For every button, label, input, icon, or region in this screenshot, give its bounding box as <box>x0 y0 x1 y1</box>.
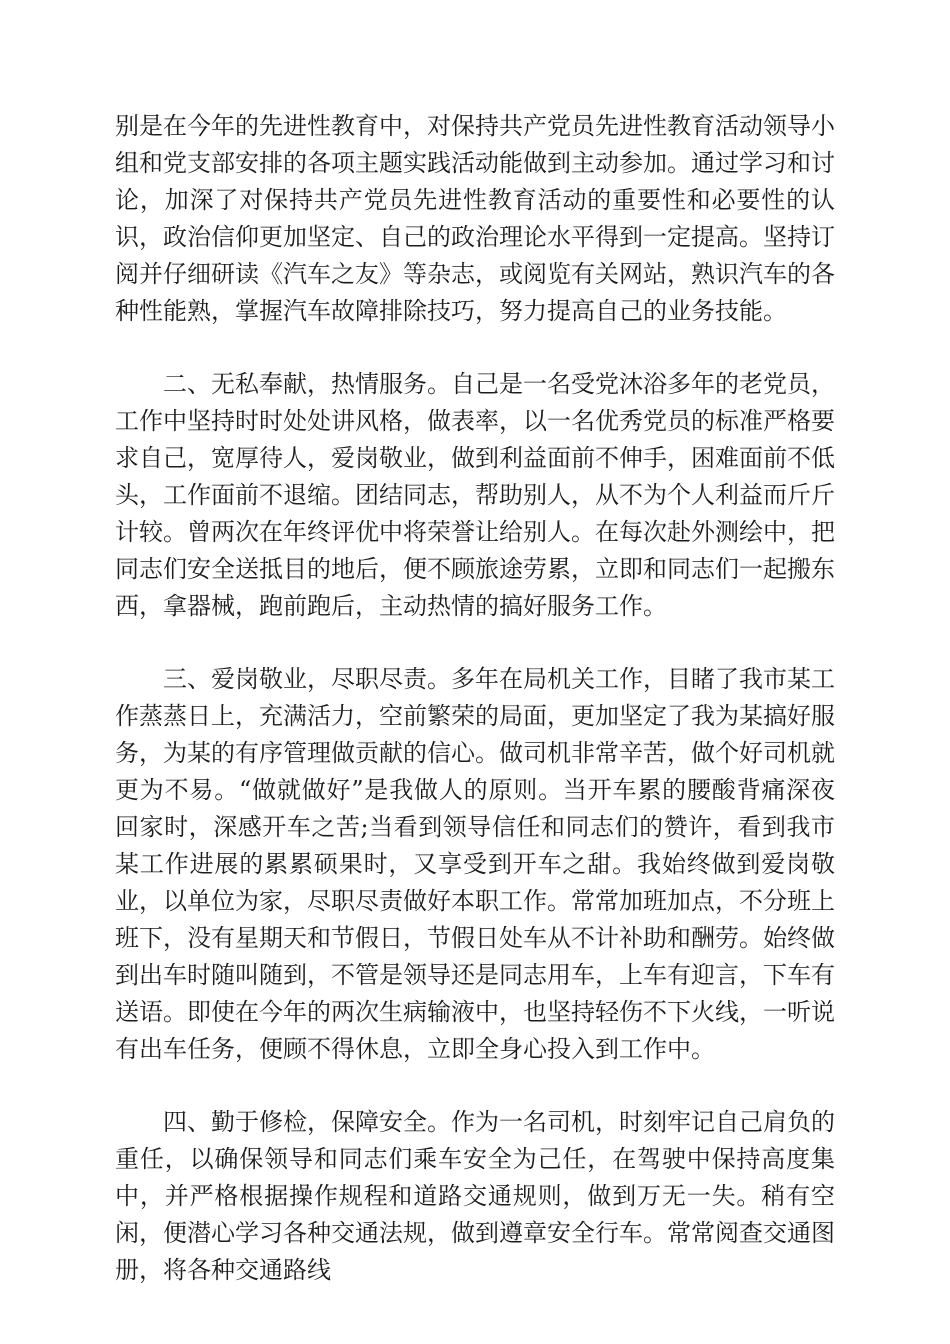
paragraph-continuation: 别是在今年的先进性教育中，对保持共产党员先进性教育活动领导小组和党支部安排的各项主题实践活动能做到主动参加。通过学习和讨论，加深了对保持共产党员先进性教育活动的重要性和必要性的认识，政治信仰更加坚定、自己的政治理论水平得到一定提高。坚持订阅并仔细研读《汽车之友》等杂志，或阅览有关网站，熟识汽车的各种性能熟，掌握汽车故障排除技巧，努力提高自己的业务技能。 <box>115 112 835 325</box>
paragraph-safety: 四、勤于修检，保障安全。作为一名司机，时刻牢记自己肩负的重任，以确保领导和同志们乘车安全为己任，在驾驶中保持高度集中，并严格根据操作规程和道路交通规则，做到万无一失。稍有空闲，便潜心学习各种交通法规，做到遵章安全行车。常常阅查交通图册，将各种交通路线 <box>115 1108 835 1284</box>
document-page <box>115 108 835 1289</box>
paragraph-selfless-service: 二、无私奉献，热情服务。自己是一名受党沐浴多年的老党员，工作中坚持时时处处讲风格，做表率，以一名优秀党员的标准严格要求自己，宽厚待人，爱岗敬业，做到利益面前不伸手，困难面前不低头，工作面前不退缩。团结同志，帮助别人，从不为个人利益而斤斤计较。曾两次在年终评优中将荣誉让给别人。在每次赴外测绘中，把同志们安全送抵目的地后，便不顾旅途劳累，立即和同志们一起搬东西，拿器械，跑前跑后，主动热情的搞好服务工作。 <box>115 370 835 620</box>
paragraph-dedication: 三、爱岗敬业，尽职尽责。多年在局机关工作，目睹了我市某工作蒸蒸日上，充满活力，空前繁荣的局面，更加坚定了我为某搞好服务，为某的有序管理做贡献的信心。做司机非常辛苦，做个好司机就更为不易。“做就做好”是我做人的原则。当开车累的腰酸背痛深夜回家时，深感开车之苦;当看到领导信任和同志们的赞许，看到我市某工作进展的累累硕果时，又享受到开车之甜。我始终做到爱岗敬业，以单位为家，尽职尽责做好本职工作。常常加班加点，不分班上班下，没有星期天和节假日，节假日处车从不计补助和酬劳。始终做到出车时随叫随到，不管是领导还是同志用车，上车有迎言，下车有送语。即使在今年的两次生病输液中，也坚持轻伤不下火线，一听说有出车任务，便顾不得休息，立即全身心投入到工作中。 <box>115 665 835 1063</box>
